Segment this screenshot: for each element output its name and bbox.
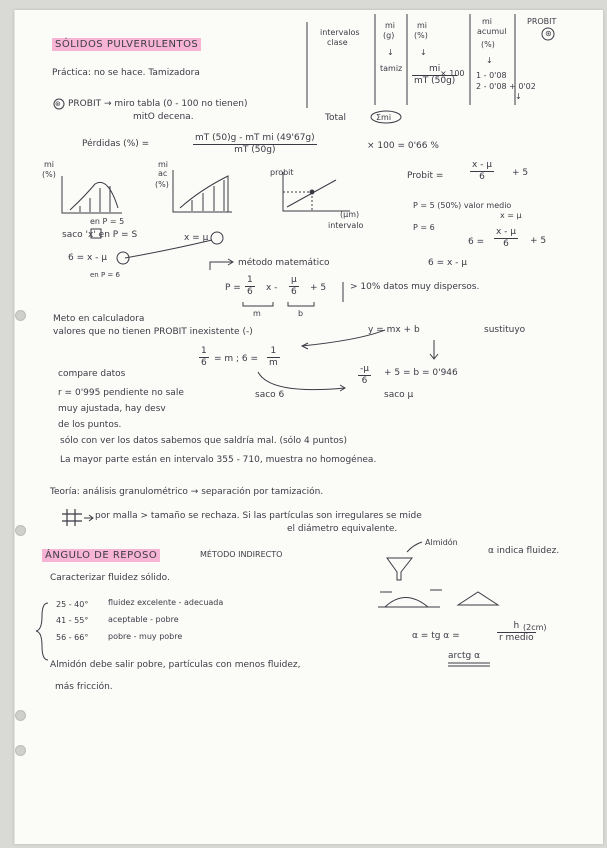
method-tail: + 5 bbox=[310, 283, 327, 293]
star-icon: ⊛ bbox=[545, 29, 552, 38]
calc-sustituyo: sustituyo bbox=[484, 325, 526, 335]
p6-note: P = 6 bbox=[413, 223, 435, 232]
table-header-intervalos: intervalos bbox=[320, 28, 360, 37]
angle-caracterizar: Caracterizar fluidez sólido. bbox=[50, 573, 170, 583]
graph3-x-label: intervalo bbox=[328, 221, 364, 230]
calc-frac-eq: = m ; 6 = bbox=[214, 354, 259, 364]
graph3-title: probit bbox=[270, 168, 294, 177]
method-p-eq: P = bbox=[225, 283, 241, 293]
almidon-label: Almidón bbox=[425, 538, 458, 547]
probit-formula-left: Probit = bbox=[407, 171, 444, 181]
method-fraction-1: $\frac{1}{6}$ bbox=[247, 275, 253, 297]
en-p5: en P = 5 bbox=[90, 217, 125, 226]
star-mark-text: ⊛ bbox=[55, 100, 61, 108]
six-equals-left: 6 = x - μ bbox=[68, 253, 108, 263]
table-total-value: Σmi bbox=[376, 113, 392, 122]
table-tamiz: tamiz bbox=[380, 64, 403, 73]
graph2-y-unit: (%) bbox=[155, 180, 169, 189]
calc-minus-mu: $\frac{-\mu}{6}$ bbox=[360, 364, 369, 386]
graph2-y-sub: ac bbox=[158, 169, 168, 178]
six-eq-fraction: $\frac{x - \mu}{6}$ bbox=[496, 227, 517, 249]
graph1-y-label: mi bbox=[44, 160, 55, 169]
calc-frac-one-m: $\frac{1}{m}$ bbox=[269, 346, 278, 368]
table-mi-fraction: $\frac{mi}{mT (50g)}$ bbox=[414, 64, 456, 86]
x-equals-mu: x = μ bbox=[184, 233, 209, 243]
arctg: arctg α bbox=[448, 651, 481, 661]
range-3-desc: pobre - muy pobre bbox=[108, 632, 183, 641]
conclusion-line2: más fricción. bbox=[55, 682, 113, 692]
calc-ajustada: muy ajustada, hay desv bbox=[58, 404, 166, 414]
arrow-down-icon: ↓ bbox=[420, 48, 427, 57]
range-2: 41 - 55° bbox=[56, 616, 89, 625]
table-header-pct: (%) bbox=[414, 31, 428, 40]
table-mult: × 100 bbox=[440, 69, 465, 78]
range-3: 56 - 66° bbox=[56, 633, 89, 642]
table-total-label: Total bbox=[325, 113, 347, 123]
alpha-eq: α = tg α = bbox=[412, 631, 460, 641]
p5-note: P = 5 (50%) valor medio bbox=[413, 201, 512, 210]
calc-saco6: saco 6 bbox=[255, 390, 285, 400]
table-header-mi-pct: mi bbox=[417, 21, 428, 30]
method-m: m bbox=[253, 309, 261, 318]
page-title: SÓLIDOS PULVERULENTOS bbox=[52, 38, 201, 51]
table-acum-row1: 1 - 0'08 bbox=[476, 71, 507, 80]
probit-formula-tail: + 5 bbox=[512, 168, 529, 178]
x-mu-note: x = μ bbox=[500, 211, 522, 220]
theory-line: Teoría: análisis granulométrico → separación por tamización. bbox=[50, 487, 324, 497]
method-b: b bbox=[298, 309, 304, 318]
method-note: > 10% datos muy dispersos. bbox=[350, 282, 480, 292]
table-header-g: (g) bbox=[383, 31, 395, 40]
probit-note-2: mitO decena. bbox=[133, 112, 194, 122]
six-x-eq: 6 = x - μ bbox=[428, 258, 468, 268]
table-header-clase: clase bbox=[327, 38, 348, 47]
calc-frac-one-six: $\frac{1}{6}$ bbox=[201, 346, 207, 368]
graph1-y-unit: (%) bbox=[42, 170, 56, 179]
table-header-mi-acum: mi bbox=[482, 17, 493, 26]
arrow-down-icon: ↓ bbox=[387, 48, 394, 57]
range-1: 25 - 40° bbox=[56, 600, 89, 609]
calc-saco-mu: saco μ bbox=[384, 390, 414, 400]
calc-plus5: + 5 = b = 0'946 bbox=[384, 368, 458, 378]
six-eq-left: 6 = bbox=[468, 237, 485, 247]
h-fraction: h r medio bbox=[499, 621, 534, 643]
table-header-acumul: acumul bbox=[477, 27, 507, 36]
probit-note: PROBIT → miro tabla (0 - 100 no tienen) bbox=[68, 99, 248, 109]
calc-mayor: La mayor parte están en intervalo 355 - 710, muestra no homogénea. bbox=[60, 455, 377, 465]
alpha-note: α indica fluidez. bbox=[488, 546, 560, 556]
table-header-pct-acum: (%) bbox=[481, 40, 495, 49]
calc-y-eq: y = mx + b bbox=[368, 325, 420, 335]
losses-result: × 100 = 0'66 % bbox=[367, 141, 439, 151]
calc-line1: Meto en calculadora bbox=[53, 314, 145, 324]
probit-formula-fraction: $\frac{x - \mu}{6}$ bbox=[472, 160, 493, 182]
calc-solo: sólo con ver los datos sabemos que saldría mal. (sólo 4 puntos) bbox=[60, 436, 347, 446]
practice-note: Práctica: no se hace. Tamizadora bbox=[52, 68, 200, 78]
calc-compare: compare datos bbox=[58, 369, 126, 379]
graph2-y-label: mi bbox=[158, 160, 169, 169]
calc-puntos: de los puntos. bbox=[58, 420, 122, 430]
six-eq-tail: + 5 bbox=[530, 236, 547, 246]
arrow-down-icon: ↓ bbox=[486, 56, 493, 65]
method-x: x - bbox=[266, 283, 278, 293]
table-acum-row2: 2 - 0'08 + 0'02 bbox=[476, 82, 536, 91]
table-header-mi: mi bbox=[385, 21, 396, 30]
calc-line2: valores que no tienen PROBIT inexistente (-) bbox=[53, 327, 253, 337]
method-fraction-2: $\frac{\mu}{6}$ bbox=[291, 275, 297, 297]
calc-r-line: r = 0'995 pendiente no sale bbox=[58, 388, 184, 398]
saco-note: saco 'x' en P = S bbox=[62, 230, 138, 240]
range-1-desc: fluidez excelente - adecuada bbox=[108, 598, 224, 607]
theory-malla: por malla > tamaño se rechaza. Si las partículas son irregulares se mide bbox=[95, 511, 422, 521]
section-title-angle: ÁNGULO DE REPOSO bbox=[42, 549, 160, 562]
losses-label: Pérdidas (%) = bbox=[82, 139, 150, 149]
table-header-probit: PROBIT bbox=[527, 17, 557, 26]
losses-fraction: $\frac{\text{mT (50)g - mT mi (49'67g)}}{mT (50g)}$ bbox=[195, 133, 315, 155]
range-2-desc: aceptable - pobre bbox=[108, 615, 179, 624]
angle-method: MÉTODO INDIRECTO bbox=[200, 550, 283, 559]
theory-diametro: el diámetro equivalente. bbox=[287, 524, 398, 534]
conclusion-line1: Almidón debe salir pobre, partículas con menos fluidez, bbox=[50, 660, 301, 670]
arrow-down-icon: ↓ bbox=[515, 92, 522, 101]
en-p6: en P = 6 bbox=[90, 271, 120, 279]
graph3-x-unit: (μm) bbox=[340, 210, 360, 219]
method-label: método matemático bbox=[238, 258, 330, 268]
h-unit: (2cm) bbox=[523, 623, 547, 632]
